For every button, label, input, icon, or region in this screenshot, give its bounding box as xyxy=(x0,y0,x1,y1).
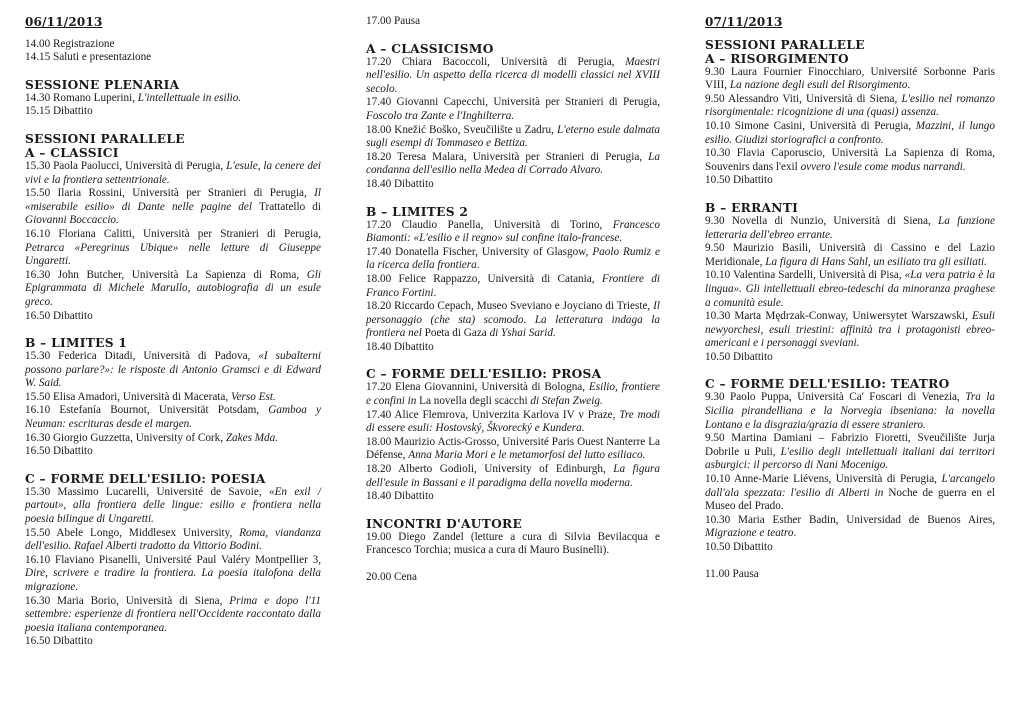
talk-title: Il personaggio (che sta) scomodo. La letteratura indaga la frontiera nel xyxy=(366,300,660,340)
talk-speaker: 15.30 Massimo Lucarelli, Université de Savoie, xyxy=(25,485,269,498)
talk-speaker: 15.50 Elisa Amadori, Università di Macerata, xyxy=(25,390,231,403)
talk-title: Zakes Mda. xyxy=(225,431,279,444)
session-heading: A – CLASSICISMO xyxy=(366,41,494,56)
talk-speaker: 10.30 Marta Mędrzak-Conway, Uniwersytet Warszawski, xyxy=(705,310,972,323)
session-heading: B – ERRANTI xyxy=(705,200,799,215)
talk-title: Esuli newyorchesi, esuli triestini: affinità tra i protagonisti ebreo-americani e i personaggi sveviani. xyxy=(705,310,995,350)
talk-speaker: 14.30 Romano Luperini, xyxy=(25,91,138,104)
schedule-item: 18.40 Dibattito xyxy=(366,340,434,353)
talk-item xyxy=(25,160,321,187)
talk-item xyxy=(25,228,321,269)
talk-item xyxy=(366,246,660,273)
talk-item xyxy=(366,219,660,246)
schedule-item: 10.50 Dibattito xyxy=(705,350,773,363)
talk-item xyxy=(25,269,321,310)
talk-title-plain: Noche de guerra en el Museo del Prado. xyxy=(705,486,996,513)
schedule-item: 17.00 Pausa xyxy=(366,15,421,27)
talk-title: Giovanni Boccaccio. xyxy=(25,214,119,227)
session-heading: B – LIMITES 2 xyxy=(366,204,469,219)
schedule-item: 14.00 Registrazione xyxy=(25,37,115,50)
column-day2-morning xyxy=(705,15,995,581)
talk-title: L'eterno esule dalmata sugli esempi di Tommaseo e Bettiza. xyxy=(366,123,660,150)
schedule-item: 10.50 Dibattito xyxy=(705,174,773,187)
talk-item xyxy=(25,187,321,228)
talk-item xyxy=(25,554,321,595)
talk-item xyxy=(366,381,660,408)
talk-speaker: 16.30 John Butcher, Università La Sapienza di Roma, xyxy=(25,268,307,281)
talk-item xyxy=(366,151,660,178)
talk-speaker: 17.20 Elena Giovannini, Università di Bologna, xyxy=(366,381,589,394)
talk-speaker: 18.00 Maurizio Actis-Grosso, Université Paris Ouest Nanterre La Défense, xyxy=(366,435,660,462)
talk-speaker: 9.30 Paolo Puppa, Università Ca' Foscari di Venezia, xyxy=(705,391,966,404)
talk-speaker: 9.50 Martina Damiani – Fabrizio Fioretti, Sveučilište Jurja Dobrile u Puli, xyxy=(705,432,995,458)
talk-title: ovvero l'esule come modus narrandi. xyxy=(800,160,966,173)
talk-title-plain: Poeta di Gaza xyxy=(424,327,490,340)
talk-speaker: 18.20 Riccardo Cepach, Museo Sveviano e Joyciano di Trieste, xyxy=(366,300,654,313)
talk-title: «En exil / partout», alla frontiera delle lingue: esilio e frontiera nella poesia bilingue di Ungaretti. xyxy=(25,485,321,526)
schedule-item: 11.00 Pausa xyxy=(705,567,759,580)
talk-speaker: 10.30 Flavia Caporuscio, Università La Sapienza di Roma, Souvenirs dans l'exil xyxy=(705,147,995,173)
talk-item xyxy=(366,463,660,490)
talk-title: Gamboa y Neuman: escrituras desde el margen. xyxy=(25,404,321,431)
talk-item xyxy=(705,215,995,242)
talk-item xyxy=(705,242,995,269)
talk-item xyxy=(705,93,995,120)
talk-item xyxy=(25,432,321,446)
talk-item xyxy=(705,66,995,93)
schedule-item: 19.00 Diego Zandel (letture a cura di Silvia Bevilacqua e Francesco Torchia; musica a cura di Mauro Businelli). xyxy=(366,530,660,557)
talk-title: Anna Maria Mori e le metamorfosi del lutto esiliaco. xyxy=(408,449,646,462)
talk-speaker: 18.20 Teresa Malara, Università per Stranieri di Perugia, xyxy=(366,150,649,163)
talk-title: L'intellettuale in esilio. xyxy=(137,91,242,104)
talk-title: Dire, scrivere e tradire la frontiera. La poesia italofona della migrazione. xyxy=(25,567,321,593)
talk-title: Roma, viandanza dell'esilio. Rafael Alberti tradotto da Vittorio Bodini. xyxy=(25,526,321,553)
schedule-item: 16.50 Dibattito xyxy=(25,445,93,458)
talk-item xyxy=(705,473,995,514)
talk-speaker: 16.30 Maria Borio, Università di Siena, xyxy=(25,594,230,607)
talk-speaker: 16.10 Floriana Calitti, Università per Stranieri di Perugia, xyxy=(25,227,321,240)
talk-title: La nazione degli esuli del Risorgimento. xyxy=(729,79,911,92)
talk-title: Migrazione e teatro xyxy=(705,527,794,540)
talk-speaker: 9.50 Alessandro Viti, Università di Siena, xyxy=(705,92,902,105)
talk-speaker: 18.20 Alberto Godioli, University of Edinburgh, xyxy=(366,463,614,476)
talk-speaker: 18.00 Knežić Boško, Sveučilište u Zadru, xyxy=(366,123,557,136)
talk-item xyxy=(366,409,660,436)
talk-title: Gli Epigrammata di Michele Marullo, autobiografia di un esule greco. xyxy=(25,268,321,308)
talk-title: La figura di Hans Sahl, un esiliato tra gli esiliati. xyxy=(765,255,987,268)
schedule-item: 18.40 Dibattito xyxy=(366,177,434,190)
talk-title: di Yshai Sarid. xyxy=(489,327,556,340)
session-heading: C – FORME DELL'ESILIO: PROSA xyxy=(366,367,602,382)
talk-title: «La vera patria è la lingua». Gli intellettuali ebreo-tedeschi da minoranza praghese a comunità esule. xyxy=(705,269,995,309)
talk-item xyxy=(705,432,995,473)
talk-title: La condanna dell'esilio nella Medea di Corrado Alvaro. xyxy=(366,150,660,177)
talk-speaker: 9.30 Laura Fournier Finocchiaro, Université Sorbonne Paris VIII, xyxy=(705,65,995,92)
session-heading: B – LIMITES 1 xyxy=(25,336,128,351)
talk-speaker: 10.10 Valentina Sardelli, Università di Pisa, xyxy=(705,269,905,282)
talk-item xyxy=(366,273,660,300)
column-day1-evening xyxy=(366,15,660,585)
talk-title: Maestri nell'esilio. Un aspetto della ricerca di modelli classici nel XVIII secolo. xyxy=(366,55,660,95)
talk-title: La figura dell'esule in Bassani e il paradigma della novella moderna. xyxy=(366,463,660,489)
talk-item xyxy=(366,96,660,123)
talk-title: L'arcangelo dall'ala spezzata: l'esilio di Alberti in xyxy=(705,473,995,499)
talk-title: La funzione letteraria dell'ebreo errante. xyxy=(705,214,995,241)
schedule-item: 16.50 Dibattito xyxy=(25,635,93,648)
talk-title: Paolo Rumiz e la ricerca della frontiera xyxy=(366,245,660,272)
session-heading: INCONTRI D'AUTORE xyxy=(366,516,523,531)
talk-item xyxy=(366,436,660,463)
talk-speaker: 17.20 Chiara Bacoccoli, Università di Perugia, xyxy=(366,55,626,68)
date-heading: 06/11/2013 xyxy=(25,15,103,29)
talk-speaker: 15.30 Federica Ditadi, Università di Padova, xyxy=(25,350,259,363)
talk-speaker: 15.50 Ilaria Rossini, Università per Stranieri di Perugia, xyxy=(25,187,315,200)
talk-item xyxy=(366,56,660,97)
talk-speaker: 16.10 Flaviano Pisanelli, Université Paul Valéry Montpellier 3, xyxy=(25,553,321,566)
talk-speaker: 18.00 Felice Rappazzo, Università di Catania, xyxy=(366,272,602,285)
session-heading: C – FORME DELL'ESILIO: TEATRO xyxy=(705,377,950,392)
schedule-item: 15.15 Dibattito xyxy=(25,105,93,118)
talk-speaker: 15.30 Paola Paolucci, Università di Perugia, xyxy=(25,159,227,172)
talk-speaker: 15.50 Abele Longo, Middlesex University, xyxy=(25,526,240,539)
talk-item xyxy=(705,269,995,310)
talk-item xyxy=(25,404,321,431)
talk-title: Mazzini, il lungo esilio. Giudizi storiografici a confronto. xyxy=(705,119,995,146)
talk-title: Foscolo tra Zante e l'Inghilterra. xyxy=(366,109,515,122)
punctuation: . xyxy=(433,286,437,299)
talk-title: Petrarca «Peregrinus Ubique» nelle letture di Giuseppe Ungaretti. xyxy=(25,241,321,268)
section-heading: SESSIONE PLENARIA xyxy=(25,77,180,92)
talk-title: Il «miserabile esilio» di Dante nelle pagine del xyxy=(25,187,321,213)
talk-title: Prima e dopo l'11 settembre: esperienze di frontiera nell'Occidente raccontato dalla poesia italiana contemporanea. xyxy=(25,594,321,634)
talk-title: di Stefan Zweig. xyxy=(530,395,603,408)
talk-speaker: 9.30 Novella di Nunzio, Università di Siena, xyxy=(705,214,939,227)
talk-speaker: 17.40 Giovanni Capecchi, Università per Stranieri di Perugia, xyxy=(366,96,660,109)
talk-speaker: 9.50 Maurizio Basili, Università di Cassino e del Lazio Meridionale, xyxy=(705,242,995,268)
session-heading: A – CLASSICI xyxy=(25,145,119,160)
talk-item xyxy=(705,514,995,541)
talk-item xyxy=(25,350,321,391)
talk-speaker: 17.20 Claudio Panella, Università di Torino, xyxy=(366,218,613,231)
session-heading: A – RISORGIMENTO xyxy=(705,51,849,66)
talk-speaker: 10.10 Simone Casini, Università di Perugia, xyxy=(705,119,916,132)
schedule-item: 10.50 Dibattito xyxy=(705,541,773,553)
talk-item xyxy=(366,124,660,151)
talk-title: L'esule, la cenere dei vivi e la frontiera settentrionale. xyxy=(25,159,321,186)
talk-item xyxy=(705,391,995,432)
talk-speaker: 16.10 Estefanía Bournot, Universität Potsdam, xyxy=(25,404,269,417)
talk-title: Esilio, frontiere e confini in xyxy=(366,381,660,408)
talk-title: «I subalterni possono parlare?»: le risposte di Antonio Gramsci e di Edward W. Said. xyxy=(25,350,321,390)
talk-title: Tra la Sicilia pirandelliana e la Norvegia ibseniana: la novella Lontano e la disgrazia/grazia di essere straniero. xyxy=(705,391,995,431)
talk-speaker: 17.40 Alice Flemrova, Univerzita Karlova IV v Praze, xyxy=(366,408,620,421)
talk-speaker: 10.10 Anne-Marie Liévens, Università di Perugia, xyxy=(705,473,942,486)
talk-speaker: 16.30 Giorgio Guzzetta, University of Cork, xyxy=(25,431,226,444)
section-heading: SESSIONI PARALLELE xyxy=(705,37,865,52)
talk-speaker: 10.30 Maria Esther Badin, Universidad de Buenos Aires, xyxy=(705,513,995,526)
talk-speaker: 17.40 Donatella Fischer, University of Glasgow, xyxy=(366,245,593,258)
punctuation: . xyxy=(476,259,480,272)
talk-item xyxy=(705,310,995,351)
talk-item xyxy=(25,486,321,527)
talk-item xyxy=(705,147,995,174)
session-heading: C – FORME DELL'ESILIO: POESIA xyxy=(25,471,266,486)
talk-item xyxy=(705,120,995,147)
talk-title: L'esilio degli intellettuali italiani dai territori asburgici: il percorso di Nani Mocenigo. xyxy=(705,445,995,472)
schedule-item: 16.50 Dibattito xyxy=(25,309,93,322)
talk-title: L'esilio nel romanzo risorgimentale: ricognizione di una (quasi) assenza. xyxy=(705,92,995,119)
talk-title: Frontiere di Franco Fortini xyxy=(366,272,661,299)
column-day1-afternoon xyxy=(25,15,321,649)
talk-item xyxy=(25,391,321,405)
talk-item xyxy=(25,595,321,636)
talk-title: Verso Est. xyxy=(230,390,276,403)
talk-title: Francesco Biamonti: «L'esilio e il regno» sul confine italo-francese. xyxy=(366,218,660,245)
talk-item xyxy=(25,92,321,106)
section-heading: SESSIONI PARALLELE xyxy=(25,131,185,146)
punctuation: . xyxy=(793,527,797,540)
talk-item xyxy=(25,527,321,554)
schedule-item: 20.00 Cena xyxy=(366,571,417,583)
date-heading: 07/11/2013 xyxy=(705,15,783,29)
schedule-item: 18.40 Dibattito xyxy=(366,490,434,503)
talk-title-plain: Trattatello di xyxy=(259,200,321,213)
schedule-item: 14.15 Saluti e presentazione xyxy=(25,51,152,64)
talk-item xyxy=(366,300,660,341)
talk-title-plain: La novella degli scacchi xyxy=(419,395,531,408)
talk-title: Tre modi di essere esuli: Hostovský, Škvorecký e Kundera. xyxy=(366,408,660,435)
